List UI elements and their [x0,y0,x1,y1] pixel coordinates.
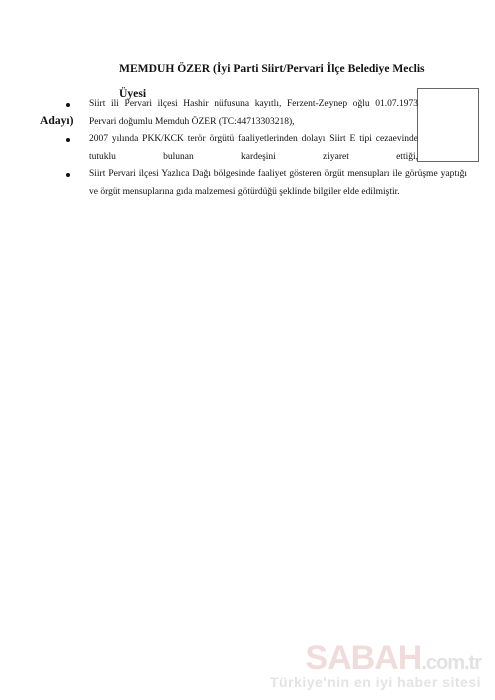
watermark [270,639,481,690]
list-item-text: Siirt Pervari ilçesi Yazlıca Dağı bölgesinde faaliyet gösteren örgüt mensupları ile görüşme yaptığı ve örgüt mensuplarına gıda malzemesi götürdüğü şeklinde bilgiler elde edilmiştir. [89,169,467,197]
bullet-dot-icon [66,173,70,177]
bullet-dot-icon [66,138,70,142]
heading-line-1: MEMDUH ÖZER (İyi Parti Siirt/Pervari İlçe Belediye Meclis Üyesi [119,62,425,100]
watermark-logo [270,639,481,678]
bullet-dot-icon [66,103,70,107]
heading-line-2: Adayı) [40,114,74,127]
bullet-list [66,96,467,201]
watermark-domain: .com.tr [421,652,481,674]
watermark-brand: SABAH [305,639,422,677]
photo-placeholder [417,88,479,162]
list-item-text: Siirt ili Pervari ilçesi Hashir nüfusuna kayıtlı, Ferzent-Zeynep oğlu 01.07.1973 Pervari doğumlu Memduh ÖZER (TC:44713303218), [89,99,418,127]
list-item [66,131,418,166]
watermark-slogan: Türkiye'nin en iyi haber sitesi [269,674,481,690]
list-item [66,96,418,131]
list-item-text: 2007 yılında PKK/KCK terör örgütü faaliyetlerinden dolayı Siirt E tipi cezaevinde tutuklu bulunan kardeşini ziyaret ettiği, [89,134,418,162]
list-item [66,166,467,201]
